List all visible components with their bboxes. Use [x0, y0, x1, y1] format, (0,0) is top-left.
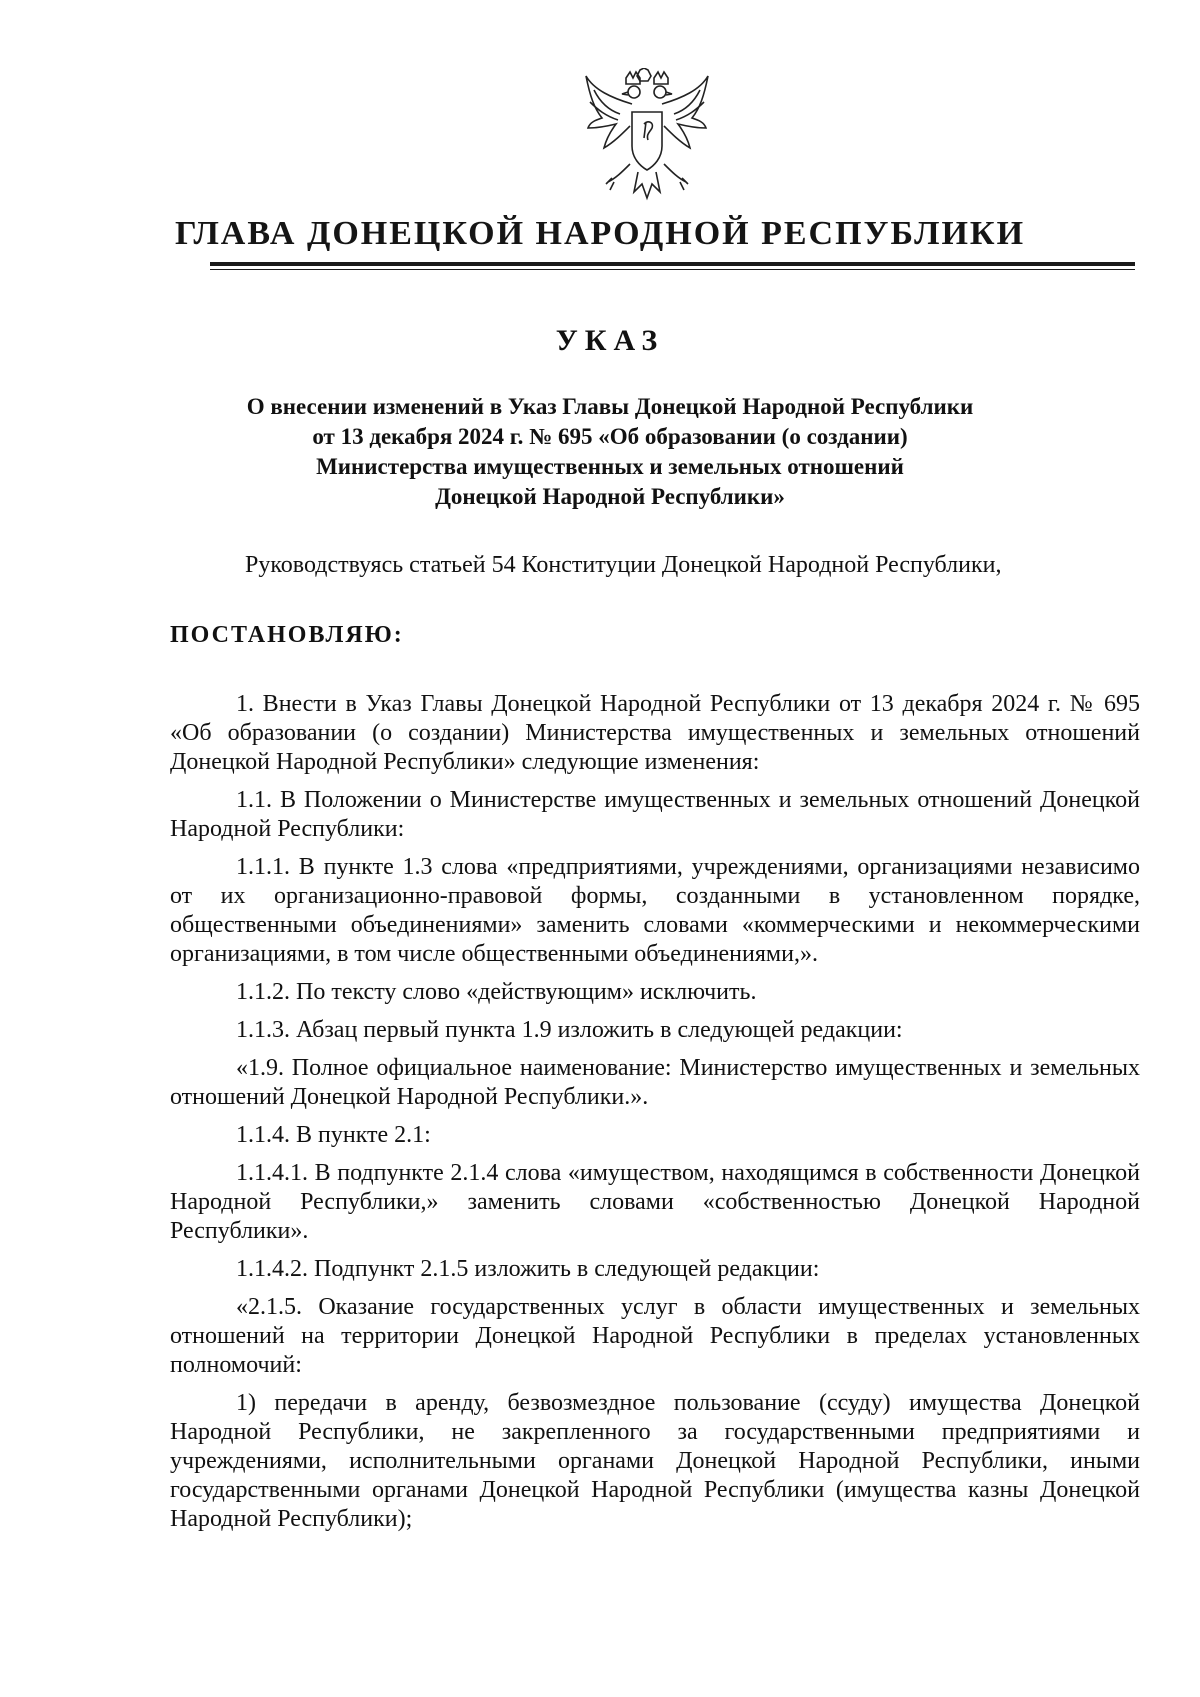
- resolve-heading: ПОСТАНОВЛЯЮ:: [170, 622, 404, 648]
- issuer-title: ГЛАВА ДОНЕЦКОЙ НАРОДНОЙ РЕСПУБЛИКИ: [174, 215, 1026, 252]
- decree-title-line: Министерства имущественных и земельных отношений: [316, 454, 904, 479]
- paragraph: 1.1.3. Абзац первый пункта 1.9 изложить в следующей редакции:: [236, 1017, 903, 1043]
- preamble: Руководствуясь статьей 54 Конституции Донецкой Народной Республики,: [245, 552, 1002, 578]
- paragraph: 1.1.4. В пункте 2.1:: [236, 1122, 431, 1148]
- decree-title-line: Донецкой Народной Республики»: [435, 484, 785, 509]
- decree-title: [220, 392, 1000, 512]
- decree-body: [170, 690, 1140, 1543]
- paragraph: 1.1.1. В пункте 1.3 слова «предприятиями, учреждениями, организациями независимо от их организационно-правовой формы, созданными в установленном порядке, общественными объединениями» заменить словами «коммерческими и некоммерческими организациями, в том числе общественными объединениями,».: [170, 854, 1140, 967]
- paragraph: «1.9. Полное официальное наименование: Министерство имущественных и земельных отношений Донецкой Народной Республики.».: [170, 1055, 1140, 1110]
- paragraph: 1.1.4.2. Подпункт 2.1.5 изложить в следующей редакции:: [236, 1256, 820, 1282]
- paragraph: 1.1. В Положении о Министерстве имущественных и земельных отношений Донецкой Народной Республики:: [170, 787, 1140, 842]
- paragraph: «2.1.5. Оказание государственных услуг в области имущественных и земельных отношений на территории Донецкой Народной Республики в пределах установленных полномочий:: [170, 1294, 1140, 1378]
- paragraph: 1.1.2. По тексту слово «действующим» исключить.: [236, 979, 757, 1005]
- paragraph: 1. Внести в Указ Главы Донецкой Народной Республики от 13 декабря 2024 г. № 695 «Об образовании (о создании) Министерства имущественных и земельных отношений Донецкой Народной Республики» следующие изменения:: [170, 691, 1140, 775]
- header-rule-thick: [210, 262, 1135, 266]
- document-type: УКАЗ: [555, 324, 665, 357]
- decree-title-line: от 13 декабря 2024 г. № 695 «Об образовании (о создании): [312, 424, 908, 449]
- paragraph: 1) передачи в аренду, безвозмездное пользование (ссуду) имущества Донецкой Народной Республики, не закрепленного за государственными предприятиями и учреждениями, исполнительными органами Донецкой Народной Республики, иными государственными органами Донецкой Народной Республики (имущества казны Донецкой Народной Республики);: [170, 1390, 1140, 1532]
- header-rule-thin: [210, 269, 1135, 270]
- paragraph: 1.1.4.1. В подпункте 2.1.4 слова «имуществом, находящимся в собственности Донецкой Народной Республики,» заменить словами «собственностью Донецкой Народной Республики».: [170, 1160, 1140, 1244]
- coat-of-arms-icon: [582, 68, 712, 208]
- decree-title-line: О внесении изменений в Указ Главы Донецкой Народной Республики: [246, 394, 974, 419]
